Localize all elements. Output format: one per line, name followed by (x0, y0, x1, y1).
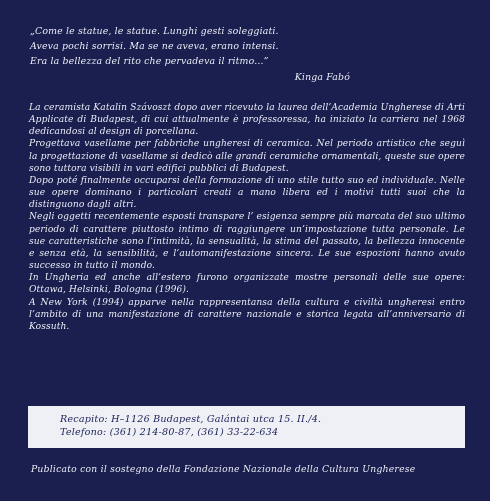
contact-phone: Telefono: (361) 214-80-87, (361) 33-22-634 (60, 427, 279, 439)
bio-paragraph: La ceramista Katalin Szávoszt dopo aver ricevuto la laurea dell’Academia Ungherese di Arti Applicate di Budapest, di cui attualmente è professoressa, ha iniziato la carriera nel 1968 dedicandosi al design di porcellana. (29, 103, 465, 138)
footer-credit: Publicato con il sostegno della Fondazione Nazionale della Cultura Ungherese (31, 464, 416, 475)
bio-paragraph: Progettava vasellame per fabbriche ungheresi di ceramica. Nel periodo artistico che seguì la progettazione di vasellame si dedicò alle grandi ceramiche ornamentali, queste sue opere sono tuttora visibili in vari edifici pubblici di Budapest. (29, 139, 465, 174)
quote-line: „Come le statue, le statue. Lunghi gesti soleggiati. (30, 26, 279, 37)
bio-paragraph: A New York (1994) apparve nella rappresentansa della cultura e civiltà ungheresi entro l’ambito di una manifestazione di carattere nazionale e storica legata all’anniversario di Kossuth. (29, 297, 465, 332)
biography-text (29, 102, 465, 333)
quote-block (30, 24, 470, 85)
quote-author: Kinga Fabó (294, 71, 350, 83)
quote-line: Era la bellezza del rito che pervadeva il ritmo...” (30, 56, 269, 68)
contact-box (28, 406, 465, 448)
contact-address: Recapito: H–1126 Budapest, Galántai utca 15. II./4. (60, 414, 322, 425)
bio-paragraph: In Ungheria ed anche all’estero furono organizzate mostre personali delle sue opere: Ottawa, Helsinki, Bologna (1996). (29, 273, 465, 296)
bio-paragraph: Negli oggetti recentemente esposti transpare l’ esigenza sempre più marcata del suo ultimo periodo di carattere piuttosto intimo di raggiungere un’impostazione tutta personale. Le sue caratteristiche sono l’intimità, la sensualità, la stima del passato, la bellezza innocente e senza età, la sensibilità, e l’automanifestazione sincera. Le sue espozioni hanno avuto successo in tutto il mondo. (29, 212, 465, 272)
quote-line: Aveva pochi sorrisi. Ma se ne aveva, erano intensi. (30, 41, 279, 53)
bio-paragraph: Dopo poté finalmente occuparsi della formazione di uno stile tutto suo ed individuale. Nelle sue opere dominano i particolari creati a mano libera ed i motivi tutti suoi che la distinguono dagli altri. (29, 175, 465, 211)
